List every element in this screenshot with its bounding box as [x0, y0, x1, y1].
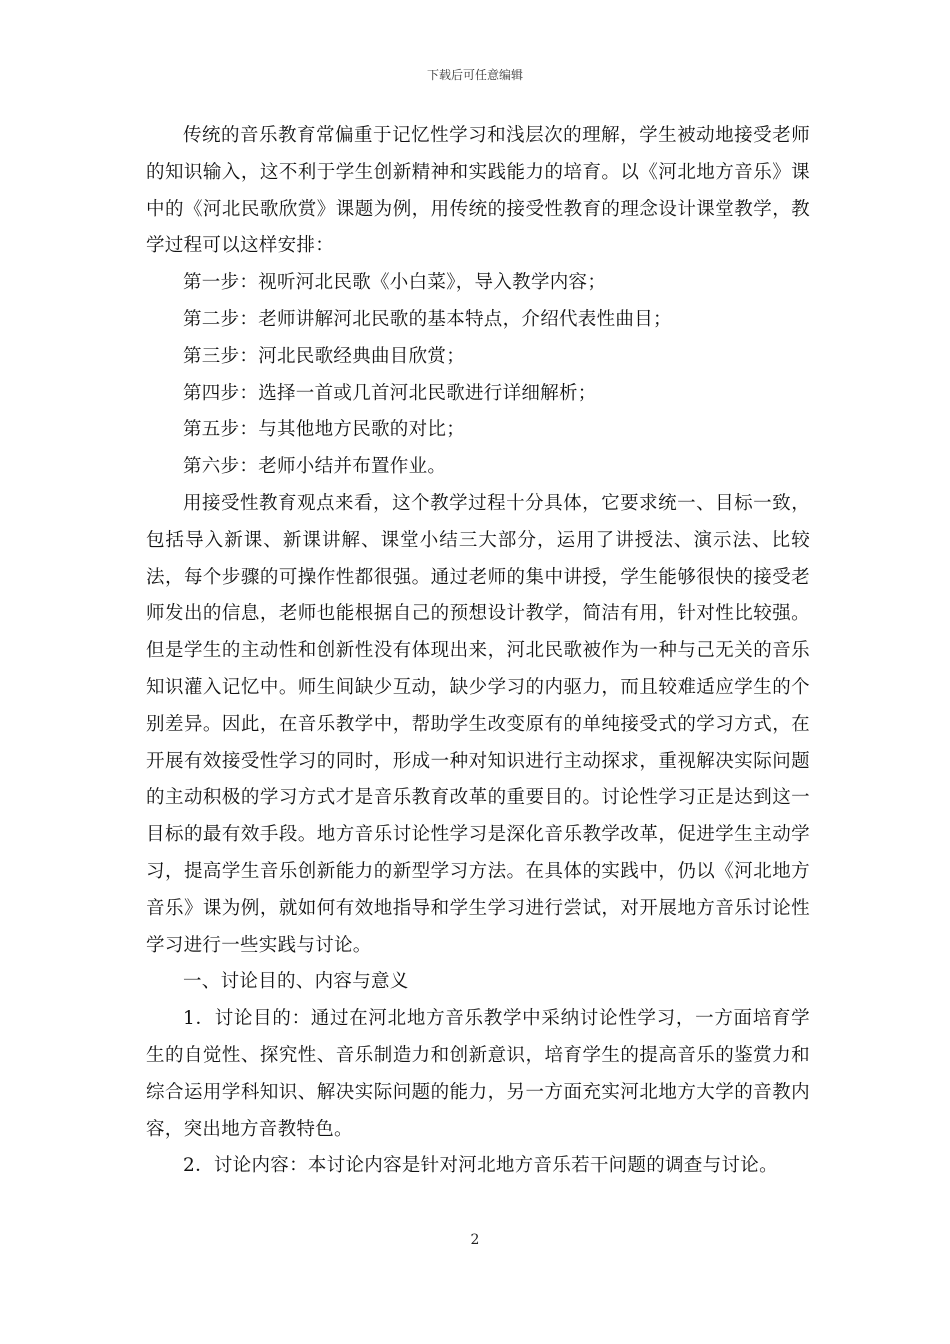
document-body	[146, 118, 810, 1185]
paragraph-intro: 传统的音乐教育常偏重于记忆性学习和浅层次的理解，学生被动地接受老师的知识输入，这不利于学生创新精神和实践能力的培育。以《河北地方音乐》课中的《河北民歌欣赏》课题为例，用传统的接受性教育的理念设计课堂教学，教学过程可以这样安排：	[146, 125, 810, 257]
paragraph-step-3: 第三步：河北民歌经典曲目欣赏；	[183, 345, 466, 367]
page-header: 下载后可任意编辑	[426, 68, 523, 82]
paragraph-step-2: 第二步：老师讲解河北民歌的基本特点，介绍代表性曲目；	[183, 308, 672, 330]
paragraph-step-1: 第一步：视听河北民歌《小白菜》，导入教学内容；	[183, 272, 607, 294]
paragraph-analysis: 用接受性教育观点来看，这个教学过程十分具体，它要求统一、目标一致，包括导入新课、新课讲解、课堂小结三大部分，运用了讲授法、演示法、比较法，每个步骤的可操作性都很强。通过老师的集中讲授，学生能够很快的接受老师发出的信息，老师也能根据自己的预想设计教学，简洁有用，针对性比较强。但是学生的主动性和创新性没有体现出来，河北民歌被作为一种与己无关的音乐知识灌入记忆中。师生间缺少互动，缺少学习的内驱力，而且较难适应学生的个别差异。因此，在音乐教学中，帮助学生改变原有的单纯接受式的学习方式，在开展有效接受性学习的同时，形成一种对知识进行主动探求，重视解决实际问题的主动积极的学习方式才是音乐教育改革的重要目的。讨论性学习正是达到这一目标的最有效手段。地方音乐讨论性学习是深化音乐教学改革，促进学生主动学习，提高学生音乐创新能力的新型学习方法。在具体的实践中，仍以《河北地方音乐》课为例，就如何有效地指导和学生学习进行尝试，对开展地方音乐讨论性学习进行一些实践与讨论。	[146, 492, 810, 956]
paragraph-step-6: 第六步：老师小结并布置作业。	[183, 456, 447, 478]
paragraph-content: 2．讨论内容：本讨论内容是针对河北地方音乐若干问题的调查与讨论。	[183, 1155, 778, 1177]
page-number: 2	[470, 1232, 480, 1248]
paragraph-purpose: 1．讨论目的：通过在河北地方音乐教学中采纳讨论性学习，一方面培育学生的自觉性、探究性、音乐制造力和创新意识，培育学生的提高音乐的鉴赏力和综合运用学科知识、解决实际问题的能力，另一方面充实河北地方大学的音教内容，突出地方音教特色。	[146, 1008, 810, 1140]
section-heading: 一、讨论目的、内容与意义	[183, 971, 409, 993]
paragraph-step-4: 第四步：选择一首或几首河北民歌进行详细解析；	[183, 382, 597, 404]
paragraph-step-5: 第五步：与其他地方民歌的对比；	[183, 419, 466, 441]
